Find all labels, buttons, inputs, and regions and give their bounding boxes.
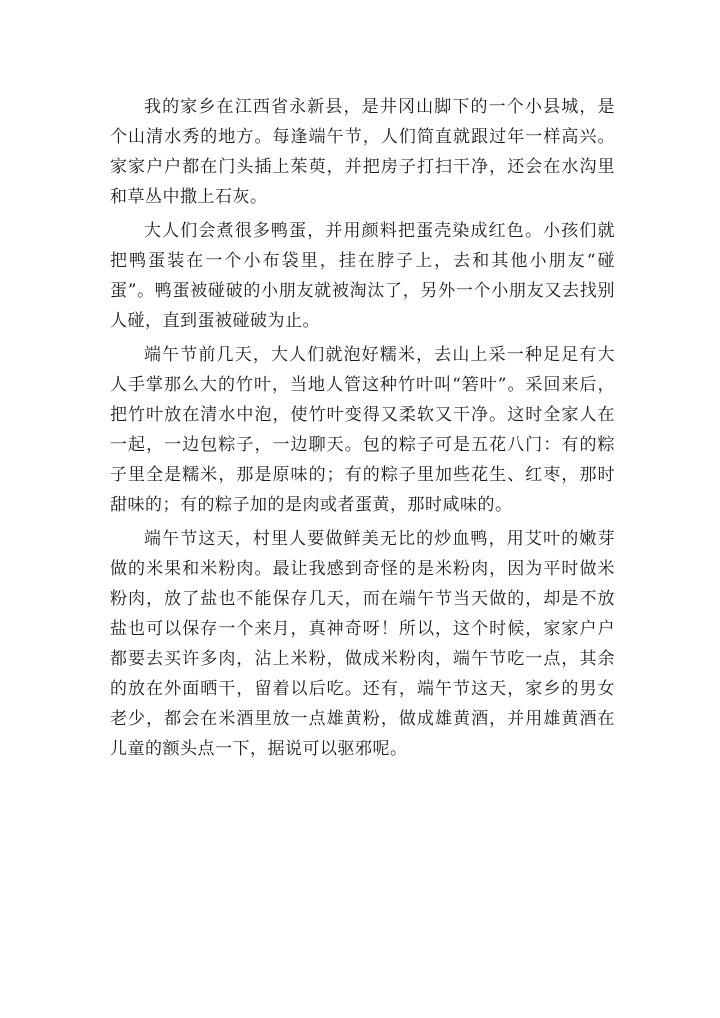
essay-body [110, 92, 615, 764]
paragraph-3: 端午节前几天，大人们就泡好糯米，去山上采一种足足有大人手掌那么大的竹叶，当地人管这种竹叶叫“箬叶”。采回来后，把竹叶放在清水中泡，使竹叶变得又柔软又干净。这时全家人在一起，一边包粽子，一边聊天。包的粽子可是五花八门：有的粽子里全是糯米，那是原味的；有的粽子里加些花生、红枣，那时甜味的；有的粽子加的是肉或者蛋黄，那时咸味的。 [110, 345, 615, 515]
paragraph-1: 我的家乡在江西省永新县，是井冈山脚下的一个小县城，是个山清水秀的地方。每逢端午节，人们简直就跟过年一样高兴。家家户户都在门头插上茱萸，并把房子打扫干净，还会在水沟里和草丛中撒上石灰。 [110, 97, 615, 207]
paragraph-2: 大人们会煮很多鸭蛋，并用颜料把蛋壳染成红色。小孩们就把鸭蛋装在一个小布袋里，挂在脖子上，去和其他小朋友“碰蛋”。鸭蛋被碰破的小朋友就被淘汰了，另外一个小朋友又去找别人碰，直到蛋被碰破为止。 [110, 221, 615, 331]
paragraph-4: 端午节这天，村里人要做鲜美无比的炒血鸭，用艾叶的嫩芽做的米果和米粉肉。最让我感到奇怪的是米粉肉，因为平时做米粉肉，放了盐也不能保存几天，而在端午节当天做的，却是不放盐也可以保存一个来月，真神奇呀！所以，这个时候，家家户户都要去买许多肉，沾上米粉，做成米粉肉，端午节吃一点，其余的放在外面晒干，留着以后吃。还有，端午节这天，家乡的男女老少，都会在米酒里放一点雄黄粉，做成雄黄酒，并用雄黄酒在儿童的额头点一下，据说可以驱邪呢。 [110, 529, 615, 759]
